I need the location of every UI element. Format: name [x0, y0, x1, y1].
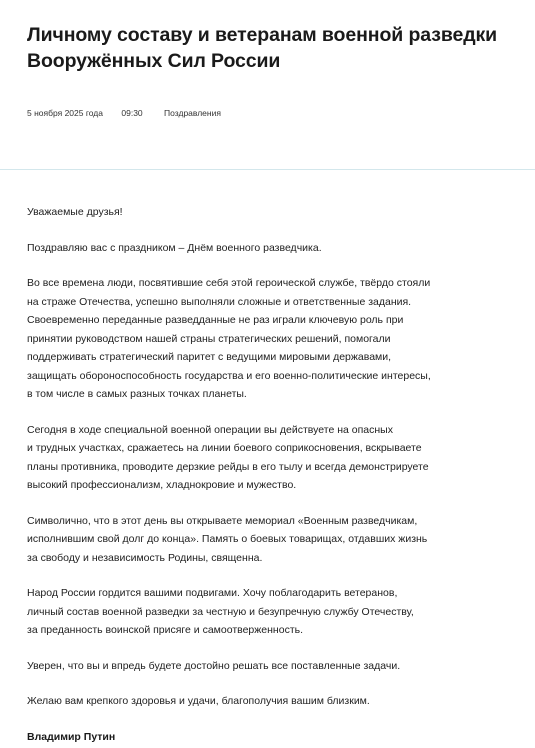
paragraph-line: исполнившим свой долг до конца». Память о боевых товарищах, отдавших жизнь: [27, 533, 428, 545]
paragraph-line: на страже Отечества, успешно выполняли сложные и ответственные задания.: [27, 295, 412, 308]
signature: Владимир Путин: [27, 730, 116, 743]
title-line: Вооружённых Сил России: [27, 50, 281, 72]
article-paragraph: [27, 239, 497, 258]
paragraph-line: Во все времена люди, посвятившие себя этой героической службе, твёрдо стояли: [27, 277, 431, 289]
paragraph-line: планы противника, проводите дерзкие рейды в его тылу и всегда демонстрируете: [27, 460, 429, 473]
publish-date: 5 ноября 2025 года: [27, 108, 103, 118]
article-paragraph: [27, 512, 497, 568]
article-paragraph: [27, 657, 497, 676]
paragraph-line: Символично, что в этот день вы открываете мемориал «Военным разведчикам,: [27, 514, 418, 527]
paragraph-line: и трудных участках, сражаетесь на линии боевого соприкосновения, вскрываете: [27, 442, 422, 454]
article-paragraph: [27, 692, 497, 711]
header-divider: [0, 169, 535, 170]
paragraph-line: в том числе в самых разных точках планеты.: [27, 388, 247, 400]
page-title: [27, 22, 517, 74]
article-paragraph: [27, 203, 497, 222]
publish-time: 09:30: [121, 108, 143, 118]
paragraph-line: за преданность воинской присяге и самоотверженность.: [27, 624, 304, 636]
paragraph-line: высокий профессионализм, хладнокровие и мужество.: [27, 479, 297, 491]
paragraph-line: Уверен, что вы и впредь будете достойно решать все поставленные задачи.: [27, 659, 401, 672]
article-paragraph: [27, 274, 497, 404]
article-body: [27, 203, 497, 746]
article-paragraph: [27, 584, 497, 640]
paragraph-line: Народ России гордится вашими подвигами. Хочу поблагодарить ветеранов,: [27, 587, 398, 599]
paragraph-line: Уважаемые друзья!: [27, 206, 123, 218]
paragraph-line: за свободу и независимость Родины, священна.: [27, 551, 263, 564]
paragraph-line: защищать обороноспособность государства и его военно-политические интересы,: [27, 369, 431, 382]
title-line: Личному составу и ветеранам военной разведки: [27, 24, 498, 46]
article-paragraph: [27, 421, 497, 495]
article-meta: [27, 107, 221, 119]
paragraph-line: Своевременно переданные разведданные не раз играли ключевую роль при: [27, 314, 404, 326]
paragraph-line: принятии руководством нашей страны стратегических решений, помогали: [27, 332, 391, 345]
paragraph-line: Поздравляю вас с праздником – Днём военного разведчика.: [27, 241, 322, 254]
category-link[interactable]: Поздравления: [164, 108, 221, 118]
paragraph-line: поддерживать стратегический паритет с ведущими мировыми державами,: [27, 351, 392, 363]
paragraph-line: личный состав военной разведки за честную и безупречную службу Отечеству,: [27, 605, 414, 618]
paragraph-line: Желаю вам крепкого здоровья и удачи, благополучия вашим близким.: [27, 695, 370, 707]
paragraph-line: Сегодня в ходе специальной военной операции вы действуете на опасных: [27, 423, 393, 436]
